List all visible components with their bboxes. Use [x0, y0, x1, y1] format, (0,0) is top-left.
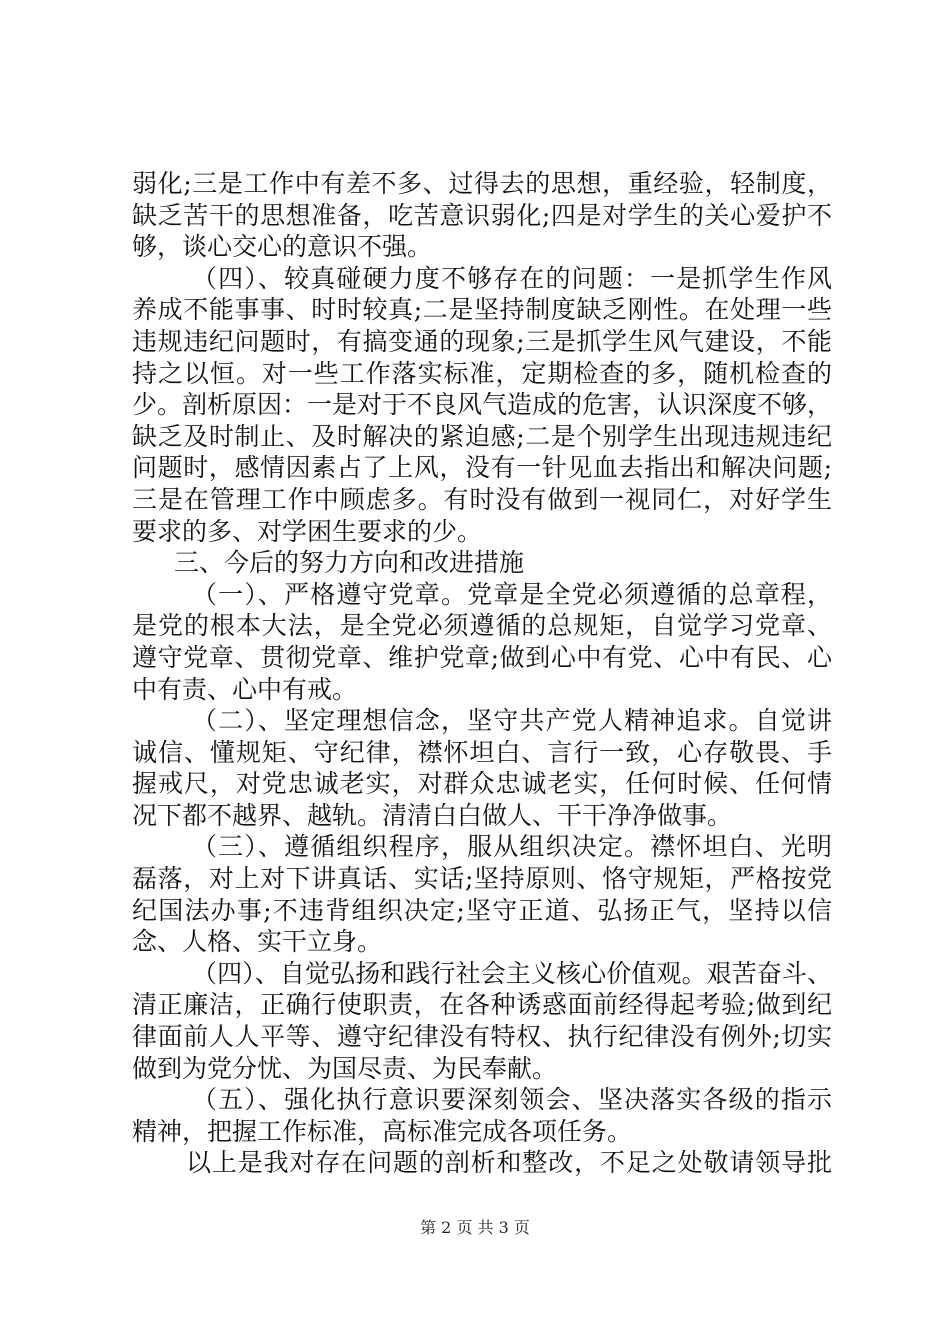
text-line: 是党的根本大法，是全党必须遵循的总规矩，自觉学习党章、 [132, 611, 832, 641]
text-line: 诚信、懂规矩、守纪律，襟怀坦白、言行一致，心存敬畏、手 [132, 737, 832, 767]
paragraph-start-line: （三）、遵循组织程序，服从组织决定。襟怀坦白、光明 [192, 832, 832, 862]
text-line: 要求的多、对学困生要求的少。 [132, 516, 483, 546]
text-line: 握戒尺，对党忠诚老实，对群众忠诚老实，任何时候、任何情 [132, 769, 832, 799]
text-line: 弱化;三是工作中有差不多、过得去的思想，重经验，轻制度， [132, 169, 832, 198]
text-line: 缺乏苦干的思想准备，吃苦意识弱化;四是对学生的关心爱护不 [132, 200, 832, 230]
text-line: 违规违纪问题时，有搞变通的现象;三是抓学生风气建设，不能 [132, 326, 832, 356]
text-line: 中有责、心中有戒。 [132, 674, 358, 704]
section-heading: 三、今后的努力方向和改进措施 [174, 548, 525, 578]
text-line: 持之以恒。对一些工作落实标准，定期检查的多，随机检查的 [132, 358, 832, 388]
text-line: 够，谈心交心的意识不强。 [132, 232, 433, 262]
text-line: 缺乏及时制止、及时解决的紧迫感;二是个别学生出现违规违纪 [132, 421, 832, 451]
text-line: 纪国法办事;不违背组织决定;坚守正道、弘扬正气，坚持以信 [132, 895, 832, 925]
document-body [132, 168, 832, 1179]
page-number-footer: 第 2 页 共 3 页 [420, 1218, 530, 1237]
text-line: 律面前人人平等、遵守纪律没有特权、执行纪律没有例外;切实 [132, 1022, 832, 1052]
text-line: 少。剖析原因：一是对于不良风气造成的危害，认识深度不够， [132, 390, 833, 420]
text-line: 精神，把握工作标准，高标准完成各项任务。 [132, 1116, 633, 1146]
text-line: 况下都不越界、越轨。清清白白做人、干干净净做事。 [132, 800, 733, 830]
paragraph-start-line: （一）、严格遵守党章。党章是全党必须遵循的总章程， [192, 579, 832, 609]
paragraph-start-line: （二）、坚定理想信念，坚守共产党人精神追求。自觉讲 [192, 706, 832, 736]
text-line: 养成不能事事、时时较真;二是坚持制度缺乏刚性。在处理一些 [132, 295, 832, 325]
text-line: 做到为党分忧、为国尽责、为民奉献。 [132, 1053, 558, 1083]
paragraph-start-line: （四）、较真碰硬力度不够存在的问题：一是抓学生作风 [192, 263, 832, 293]
paragraph-start-line: （四）、自觉弘扬和践行社会主义核心价值观。艰苦奋斗、 [192, 958, 832, 988]
closing-paragraph-line: 以上是我对存在问题的剖析和整改，不足之处敬请领导批 [186, 1148, 832, 1178]
text-line: 念、人格、实干立身。 [132, 927, 383, 957]
text-line: 三是在管理工作中顾虑多。有时没有做到一视同仁，对好学生 [132, 484, 832, 514]
text-line: 清正廉洁，正确行使职责，在各种诱惑面前经得起考验;做到纪 [132, 990, 832, 1020]
paragraph-start-line: （五）、强化执行意识要深刻领会、坚决落实各级的指示 [192, 1085, 832, 1115]
text-line: 遵守党章、贯彻党章、维护党章;做到心中有党、心中有民、心 [132, 642, 832, 672]
text-line: 问题时，感情因素占了上风，没有一针见血去指出和解决问题; [132, 453, 832, 483]
text-line: 磊落，对上对下讲真话、实话;坚持原则、恪守规矩，严格按党 [132, 864, 832, 894]
